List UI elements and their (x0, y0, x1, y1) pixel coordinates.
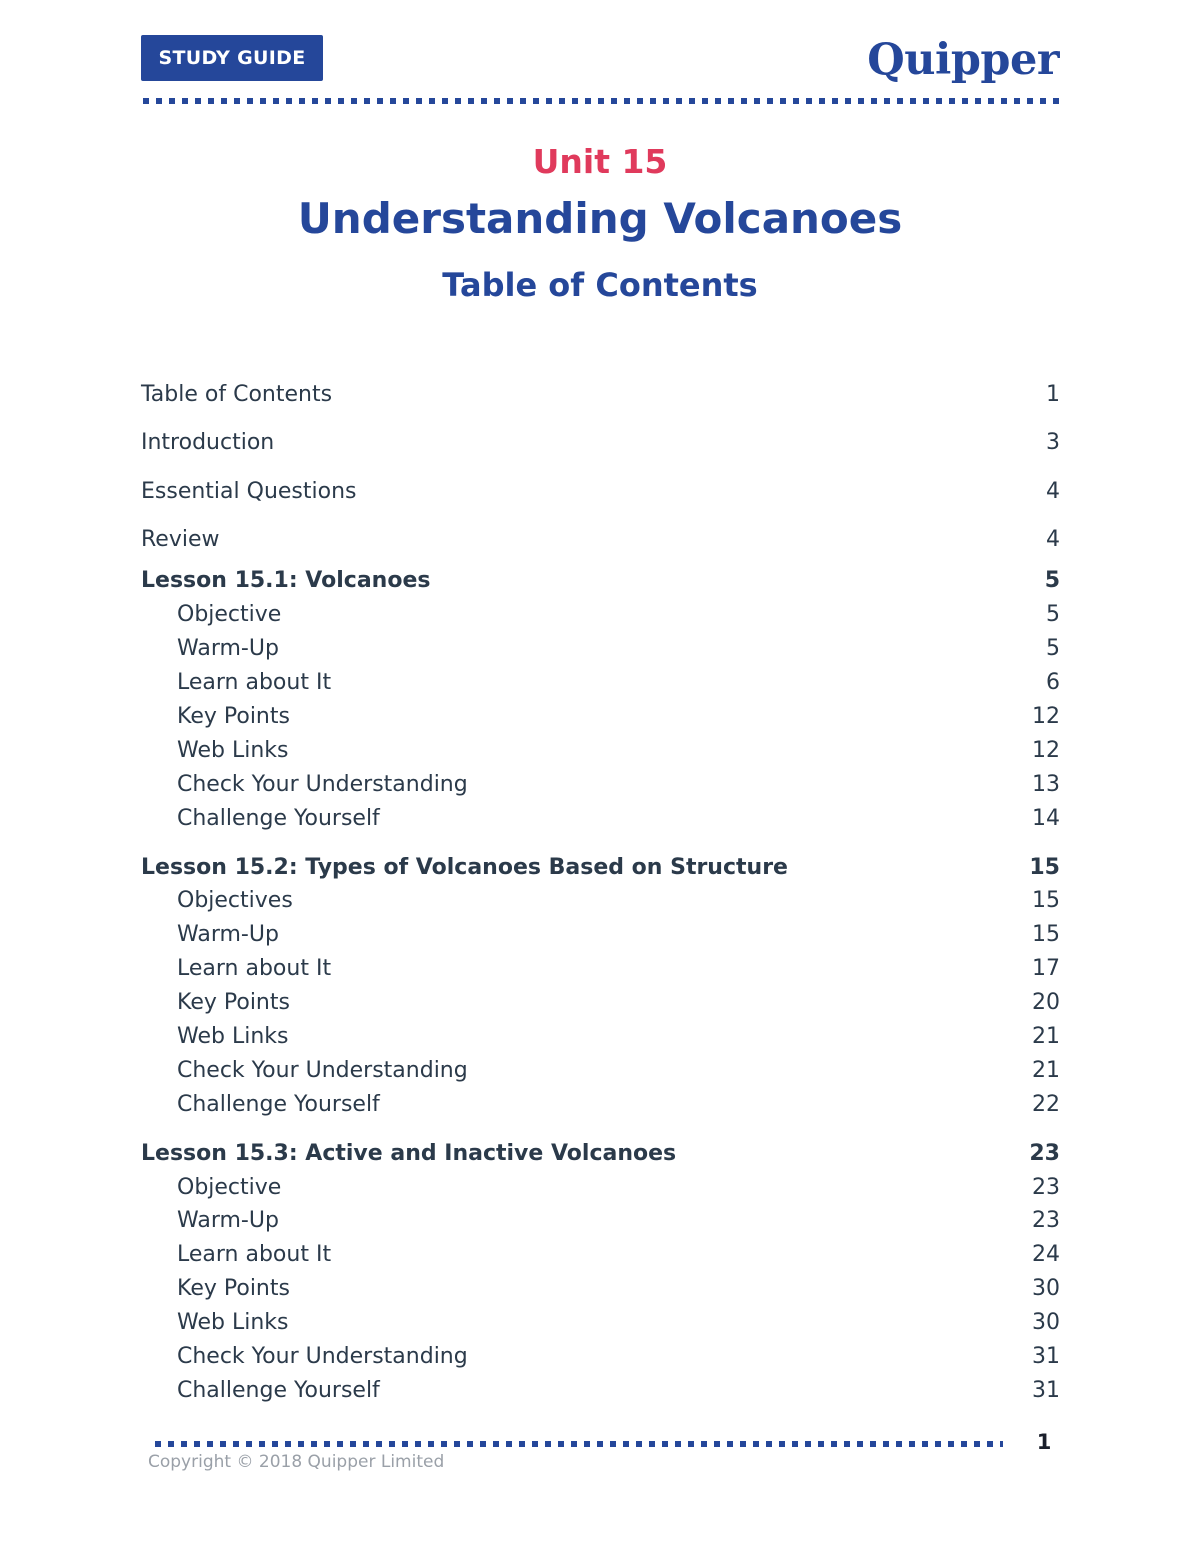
toc-subentry-page: 24 (1032, 1242, 1060, 1268)
toc-subentry-label: Warm-Up (177, 1208, 279, 1234)
toc-subentry-label: Check Your Understanding (177, 1344, 468, 1370)
toc-subentry[interactable] (141, 1373, 1060, 1407)
toc-subentry-page: 17 (1032, 956, 1060, 982)
toc-subentry-page: 31 (1032, 1377, 1060, 1403)
toc-subentry[interactable] (141, 1340, 1060, 1374)
toc-entry[interactable] (141, 516, 1060, 565)
footer-divider (155, 1441, 1003, 1447)
toc-subentry-page: 31 (1032, 1344, 1060, 1370)
toc-subentry-label: Learn about It (177, 956, 332, 982)
toc-subentry[interactable] (141, 666, 1060, 700)
toc-lesson-page: 23 (1029, 1140, 1060, 1166)
toc-subentry-page: 21 (1032, 1057, 1060, 1083)
toc-entry-label: Essential Questions (141, 478, 357, 504)
toc-subentry[interactable] (141, 952, 1060, 986)
toc-subentry-label: Challenge Yourself (177, 805, 380, 831)
toc-subentry-label: Web Links (177, 737, 289, 763)
toc-subentry[interactable] (141, 632, 1060, 666)
toc-subentry[interactable] (141, 1204, 1060, 1238)
toc-subentry[interactable] (141, 801, 1060, 835)
toc-subentry[interactable] (141, 986, 1060, 1020)
study-guide-badge: STUDY GUIDE (141, 35, 323, 81)
toc-entry-label: Introduction (141, 430, 275, 456)
toc-subentry-label: Learn about It (177, 1242, 332, 1268)
toc-subentry-label: Web Links (177, 1024, 289, 1050)
toc-subentry-label: Web Links (177, 1310, 289, 1336)
toc-subentry[interactable] (141, 1020, 1060, 1054)
toc-entry-page: 1 (1046, 381, 1060, 407)
table-of-contents (141, 370, 1060, 1407)
toc-subentry[interactable] (141, 598, 1060, 632)
toc-subentry-page: 23 (1032, 1174, 1060, 1200)
toc-entry-page: 4 (1046, 527, 1060, 553)
toc-entry-page: 4 (1046, 478, 1060, 504)
toc-heading: Table of Contents (442, 266, 758, 304)
toc-entry-label: Table of Contents (141, 381, 333, 407)
toc-subentry-page: 30 (1032, 1310, 1060, 1336)
toc-subentry-page: 14 (1032, 805, 1060, 831)
toc-lesson-entry[interactable] (141, 850, 1060, 884)
toc-lesson-label: Lesson 15.2: Types of Volcanoes Based on Structure (141, 854, 788, 880)
toc-entry[interactable] (141, 467, 1060, 516)
toc-subentry[interactable] (141, 1053, 1060, 1087)
toc-subentry-page: 12 (1032, 704, 1060, 729)
quipper-logo: Quipper (867, 35, 1059, 85)
toc-subentry-label: Warm-Up (177, 636, 279, 662)
toc-subentry-label: Check Your Understanding (177, 1057, 468, 1083)
toc-subentry-label: Learn about It (177, 670, 332, 696)
toc-subentry-page: 21 (1032, 1024, 1060, 1050)
copyright-notice: Copyright © 2018 Quipper Limited (148, 1452, 445, 1472)
toc-subentry-label: Objectives (177, 888, 293, 914)
toc-subentry-label: Challenge Yourself (177, 1377, 380, 1403)
toc-subentry-label: Objective (177, 1174, 282, 1200)
toc-subentry-page: 22 (1032, 1091, 1060, 1117)
toc-entry-page: 3 (1046, 430, 1060, 456)
toc-entry[interactable] (141, 419, 1060, 468)
toc-lesson-page: 15 (1029, 854, 1060, 880)
toc-subentry-page: 15 (1032, 888, 1060, 914)
page-title: Understanding Volcanoes (297, 194, 903, 243)
unit-label: Unit 15 (532, 142, 668, 181)
toc-subentry-label: Key Points (177, 704, 290, 729)
toc-subentry-page: 30 (1032, 1276, 1060, 1302)
toc-subentry[interactable] (141, 767, 1060, 801)
toc-lesson-entry[interactable] (141, 564, 1060, 598)
page-number: 1 (1036, 1430, 1052, 1454)
toc-subentry-page: 23 (1032, 1208, 1060, 1234)
toc-subentry[interactable] (141, 1170, 1060, 1204)
toc-subentry-page: 5 (1046, 602, 1060, 628)
toc-lesson-page: 5 (1044, 568, 1060, 594)
toc-subentry[interactable] (141, 884, 1060, 918)
toc-entry-label: Review (141, 527, 220, 553)
toc-subentry-page: 12 (1032, 737, 1060, 763)
toc-subentry-label: Key Points (177, 1276, 290, 1302)
toc-subentry[interactable] (141, 918, 1060, 952)
toc-subentry-label: Check Your Understanding (177, 771, 468, 797)
toc-subentry-page: 5 (1046, 636, 1060, 662)
toc-subentry-page: 6 (1046, 670, 1060, 696)
header-divider (143, 98, 1060, 104)
toc-lesson-label: Lesson 15.3: Active and Inactive Volcanoes (141, 1140, 677, 1166)
toc-subentry-label: Objective (177, 602, 282, 628)
toc-subentry[interactable] (141, 1087, 1060, 1121)
toc-subentry-label: Key Points (177, 990, 290, 1016)
toc-subentry[interactable] (141, 733, 1060, 767)
toc-subentry[interactable] (141, 1306, 1060, 1340)
toc-subentry-page: 13 (1032, 771, 1060, 797)
toc-subentry[interactable] (141, 1272, 1060, 1306)
toc-lesson-label: Lesson 15.1: Volcanoes (141, 568, 431, 594)
toc-lesson-entry[interactable] (141, 1136, 1060, 1170)
toc-subentry-label: Challenge Yourself (177, 1091, 380, 1117)
toc-entry[interactable] (141, 370, 1060, 419)
toc-subentry-label: Warm-Up (177, 922, 279, 948)
toc-subentry[interactable] (141, 1238, 1060, 1272)
toc-subentry[interactable] (141, 700, 1060, 734)
toc-subentry-page: 15 (1032, 922, 1060, 948)
toc-subentry-page: 20 (1032, 990, 1060, 1016)
